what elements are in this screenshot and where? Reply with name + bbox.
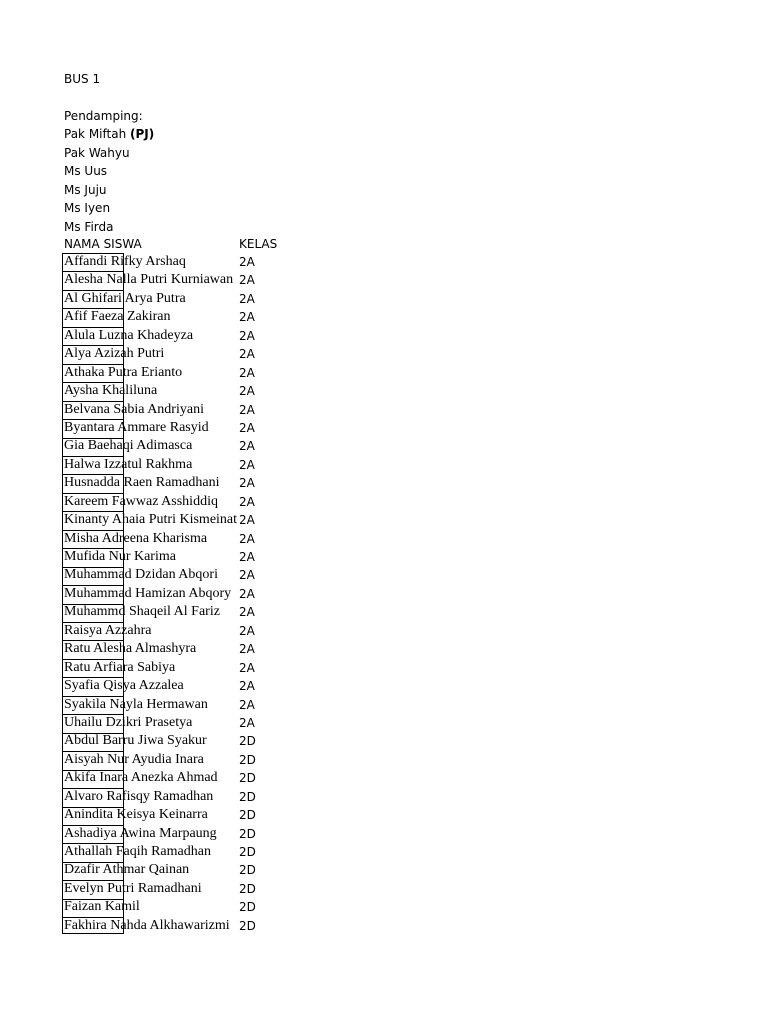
student-name: Belvana Sabia Andriyani bbox=[64, 401, 204, 417]
student-kelas: 2A bbox=[239, 439, 255, 454]
companion-item bbox=[64, 219, 154, 238]
table-row bbox=[0, 732, 768, 750]
table-row bbox=[0, 474, 768, 492]
table-row bbox=[0, 696, 768, 714]
table-row bbox=[0, 825, 768, 843]
table-row bbox=[0, 419, 768, 437]
student-name: Athallah Faqih Ramadhan bbox=[64, 844, 211, 859]
table-row bbox=[0, 585, 768, 603]
table-row bbox=[0, 880, 768, 898]
table-row bbox=[0, 253, 768, 271]
student-kelas: 2A bbox=[239, 642, 255, 657]
student-name: Abdul Barru Jiwa Syakur bbox=[64, 733, 207, 749]
student-kelas: 2A bbox=[239, 623, 255, 638]
student-kelas: 2D bbox=[239, 808, 256, 823]
bus-title: BUS 1 bbox=[64, 72, 101, 86]
table-row bbox=[0, 917, 768, 935]
student-name: Uhailu Dzikri Prasetya bbox=[64, 714, 193, 730]
student-name: Evelyn Putri Ramadhani bbox=[64, 880, 202, 896]
student-kelas: 2A bbox=[239, 715, 255, 730]
table-row bbox=[0, 898, 768, 916]
companion-note: (PJ) bbox=[130, 127, 155, 141]
companion-name: Pak Wahyu bbox=[64, 145, 130, 160]
student-kelas: 2A bbox=[239, 660, 255, 675]
student-name: Fakhira Nahda Alkhawarizmi bbox=[64, 917, 230, 933]
student-kelas: 2A bbox=[239, 476, 255, 491]
student-name: Alesha Nalla Putri Kurniawan bbox=[64, 272, 234, 288]
student-name: Faizan Kamil bbox=[64, 899, 140, 915]
companion-name: Pak Miftah bbox=[64, 127, 127, 141]
table-row bbox=[0, 290, 768, 308]
student-kelas: 2A bbox=[239, 347, 255, 362]
companions-label: Pendamping: bbox=[64, 109, 143, 123]
student-kelas: 2A bbox=[239, 494, 255, 509]
student-name: Muhammad Hamizan Abqory bbox=[64, 585, 232, 601]
student-kelas: 2A bbox=[239, 586, 255, 601]
table-row bbox=[0, 677, 768, 695]
table-row bbox=[0, 861, 768, 879]
student-kelas: 2D bbox=[239, 789, 256, 804]
student-name: Akifa Inara Anezka Ahmad bbox=[64, 770, 218, 786]
companion-item bbox=[64, 145, 154, 164]
table-row bbox=[0, 530, 768, 548]
student-kelas: 2D bbox=[239, 734, 256, 749]
table-row bbox=[0, 806, 768, 824]
table-row bbox=[0, 382, 768, 400]
student-name: Syakila Nayla Hermawan bbox=[64, 696, 208, 712]
student-name: Mufida Nur Karima bbox=[64, 549, 176, 564]
student-name: Gia Baehaqi Adimasca bbox=[64, 438, 193, 454]
student-kelas: 2A bbox=[239, 457, 255, 472]
companion-item bbox=[64, 182, 154, 201]
student-kelas: 2D bbox=[239, 863, 256, 878]
companion-name: Ms Juju bbox=[64, 182, 107, 197]
table-row bbox=[0, 345, 768, 363]
table-row bbox=[0, 603, 768, 621]
student-kelas: 2D bbox=[239, 826, 256, 841]
companion-name: Ms Firda bbox=[64, 219, 114, 234]
student-kelas: 2D bbox=[239, 918, 256, 933]
student-name: Muhammd Shaqeil Al Fariz bbox=[64, 604, 220, 620]
companion-item bbox=[64, 200, 154, 219]
table-row bbox=[0, 271, 768, 289]
table-row bbox=[0, 493, 768, 511]
table-row bbox=[0, 751, 768, 769]
student-name: Ratu Alesha Almashyra bbox=[64, 641, 197, 657]
table-row bbox=[0, 566, 768, 584]
student-kelas: 2A bbox=[239, 310, 255, 325]
student-kelas: 2A bbox=[239, 255, 255, 269]
student-kelas: 2A bbox=[239, 365, 255, 380]
companions-list bbox=[64, 126, 154, 237]
student-kelas: 2A bbox=[239, 273, 255, 288]
student-kelas: 2A bbox=[239, 568, 255, 583]
table-row bbox=[0, 640, 768, 658]
student-name: Husnadda Raen Ramadhani bbox=[64, 475, 220, 491]
student-name: Alya Azizah Putri bbox=[64, 346, 165, 362]
student-name: Ratu Arfiara Sabiya bbox=[64, 659, 176, 675]
student-kelas: 2A bbox=[239, 402, 255, 417]
table-row bbox=[0, 659, 768, 677]
table-row bbox=[0, 437, 768, 455]
student-name: Dzafir Athmar Qainan bbox=[64, 862, 190, 878]
table-row bbox=[0, 456, 768, 474]
companion-name: Ms Iyen bbox=[64, 201, 111, 215]
student-name: Alula Luzna Khadeyza bbox=[64, 327, 194, 343]
table-row bbox=[0, 401, 768, 419]
table-row bbox=[0, 327, 768, 345]
student-name: Aisyah Nur Ayudia Inara bbox=[64, 751, 204, 767]
column-header-kelas: KELAS bbox=[239, 237, 278, 251]
student-kelas: 2A bbox=[239, 420, 255, 435]
student-name: Al Ghifari Arya Putra bbox=[64, 290, 186, 306]
student-kelas: 2A bbox=[239, 697, 255, 712]
student-kelas: 2A bbox=[239, 605, 255, 620]
table-row bbox=[0, 548, 768, 566]
student-kelas: 2D bbox=[239, 900, 256, 915]
student-kelas: 2D bbox=[239, 771, 256, 786]
student-name: Athaka Putra Erianto bbox=[64, 364, 183, 380]
student-name: Afif Faeza Zakiran bbox=[64, 309, 171, 325]
table-row bbox=[0, 769, 768, 787]
student-name: Aysha Khaliluna bbox=[64, 383, 158, 399]
table-row bbox=[0, 843, 768, 861]
table-row bbox=[0, 308, 768, 326]
table-row bbox=[0, 511, 768, 529]
student-kelas: 2D bbox=[239, 881, 256, 896]
table-row bbox=[0, 788, 768, 806]
column-header-name: NAMA SISWA bbox=[64, 237, 142, 251]
student-kelas: 2D bbox=[239, 752, 256, 767]
student-kelas: 2A bbox=[239, 328, 255, 343]
companion-name: Ms Uus bbox=[64, 164, 108, 178]
student-name: Misha Adreena Kharisma bbox=[64, 530, 208, 546]
student-name: Ashadiya Awina Marpaung bbox=[64, 825, 217, 841]
student-name: Halwa Izzatul Rakhma bbox=[64, 456, 193, 472]
table-row bbox=[0, 364, 768, 382]
companion-item bbox=[64, 126, 154, 145]
companion-item bbox=[64, 163, 154, 182]
table-row bbox=[0, 622, 768, 640]
student-table bbox=[0, 253, 768, 935]
student-kelas: 2A bbox=[239, 679, 255, 694]
student-kelas: 2D bbox=[239, 845, 256, 859]
student-name: Muhammad Dzidan Abqori bbox=[64, 567, 218, 583]
student-name: Affandi Rifky Arshaq bbox=[64, 254, 186, 269]
student-name: Kinanty Ahaia Putri Kismeinat bbox=[64, 512, 238, 528]
student-kelas: 2A bbox=[239, 531, 255, 546]
student-name: Syafia Qisya Azzalea bbox=[64, 678, 184, 694]
student-kelas: 2A bbox=[239, 550, 255, 564]
student-name: Byantara Ammare Rasyid bbox=[64, 419, 209, 435]
student-kelas: 2A bbox=[239, 384, 255, 399]
student-kelas: 2A bbox=[239, 513, 255, 528]
student-kelas: 2A bbox=[239, 291, 255, 306]
student-name: Alvaro Rafisqy Ramadhan bbox=[64, 788, 214, 804]
student-name: Raisya Azzahra bbox=[64, 622, 152, 638]
table-row bbox=[0, 714, 768, 732]
student-name: Kareem Fawwaz Asshiddiq bbox=[64, 493, 218, 509]
student-name: Anindita Keisya Keinarra bbox=[64, 807, 208, 823]
